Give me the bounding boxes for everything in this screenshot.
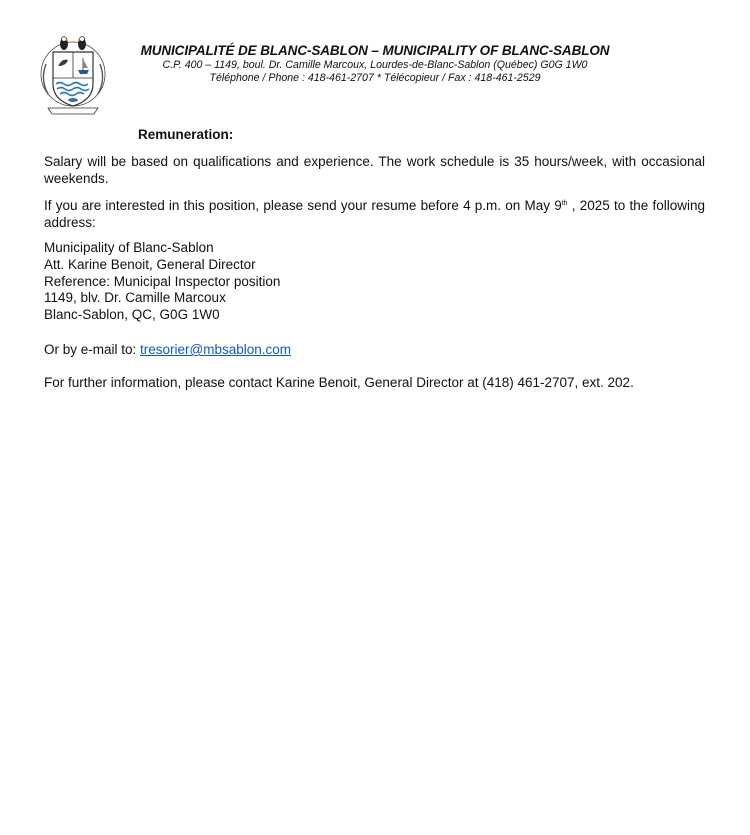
municipality-address: C.P. 400 – 1149, boul. Dr. Camille Marcoux, Lourdes-de-Blanc-Sablon (Québec) G0G 1W0: [162, 59, 588, 71]
contact-paragraph: For further information, please contact Karine Benoit, General Director at (418) 461-2707, ext. 202.: [44, 375, 634, 390]
mailing-address: [44, 240, 280, 324]
address-line: Att. Karine Benoit, General Director: [44, 256, 256, 272]
address-line: 1149, blv. Dr. Camille Marcoux: [44, 290, 226, 306]
email-link[interactable]: tresorier@mbsablon.com: [140, 342, 292, 357]
email-prefix: Or by e-mail to:: [44, 342, 141, 357]
municipality-phone-fax: Téléphone / Phone : 418-461-2707 * Télécopieur / Fax : 418-461-2529: [209, 72, 541, 84]
email-paragraph: [44, 341, 705, 358]
application-paragraph: [44, 197, 705, 231]
salary-paragraph: Salary will be based on qualifications and experience. The work schedule is 35 hours/week, with occasional weekends.: [44, 154, 705, 186]
address-line: Blanc-Sablon, QC, G0G 1W0: [44, 307, 220, 323]
municipality-title: MUNICIPALITÉ DE BLANC-SABLON – MUNICIPALITY OF BLANC-SABLON: [140, 43, 610, 58]
ordinal-suffix: th: [561, 200, 568, 207]
address-line: Reference: Municipal Inspector position: [44, 273, 281, 289]
application-text-end: , 2025 to the following address:: [44, 198, 705, 230]
municipal-coat-of-arms-logo: [36, 34, 110, 122]
address-line: Municipality of Blanc-Sablon: [44, 240, 214, 255]
section-heading: Remuneration:: [138, 127, 234, 142]
application-text-start: If you are interested in this position, please send your resume before 4 p.m. on May 9: [44, 198, 562, 213]
